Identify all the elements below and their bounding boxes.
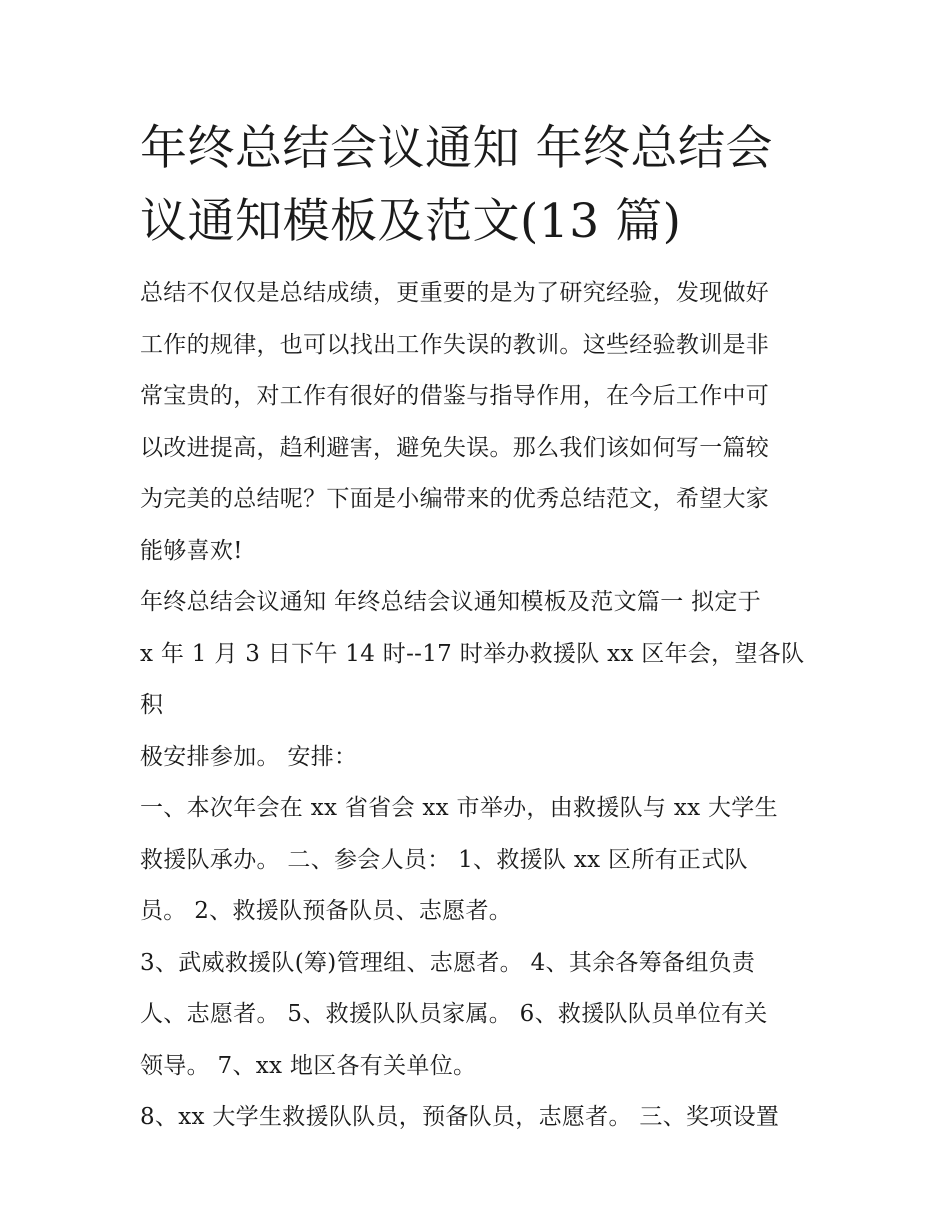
intro-paragraph	[140, 268, 815, 577]
text-line: 为完美的总结呢？下面是小编带来的优秀总结范文，希望大家	[140, 486, 770, 512]
text-line: 人、志愿者。 5、救援队队员家属。 6、救援队队员单位有关	[140, 1001, 768, 1027]
document-page	[140, 112, 815, 1144]
text-line: 救援队承办。 二、参会人员： 1、救援队 xx 区所有正式队	[140, 846, 748, 873]
text-line: 以改进提高，趋利避害，避免失误。那么我们该如何写一篇较	[140, 434, 770, 461]
text-line: 领导。 7、xx 地区各有关单位。	[140, 1052, 477, 1079]
text-line: 能够喜欢!	[140, 537, 243, 564]
text-line: 总结不仅仅是总结成绩，更重要的是为了研究经验，发现做好	[140, 280, 770, 306]
text-line: 3、武威救援队(筹)管理组、志愿者。 4、其余各筹备组负责	[140, 949, 756, 976]
text-line: 员。 2、救援队预备队员、志愿者。	[140, 898, 513, 924]
text-line: 工作的规律，也可以找出工作失误的教训。这些经验教训是非	[140, 331, 770, 358]
title-line: 年终总结会议通知 年终总结会	[140, 121, 773, 176]
title-line: 议通知模板及范文(13 篇)	[140, 194, 682, 249]
text-line: 常宝贵的，对工作有很好的借鉴与指导作用，在今后工作中可	[140, 383, 770, 409]
text-line: 年终总结会议通知 年终总结会议通知模板及范文篇一 拟定于	[140, 589, 762, 615]
text-line: x 年 1 月 3 日下午 14 时--17 时举办救援队 xx 区年会，望各队积	[140, 640, 805, 718]
attendees-paragraph	[140, 938, 815, 1093]
text-line: 一、本次年会在 xx 省省会 xx 市举办，由救援队与 xx 大学生	[140, 795, 778, 821]
text-line: 8、xx 大学生救援队队员，预备队员，志愿者。 三、奖项设置	[140, 1104, 780, 1130]
awards-paragraph	[140, 1092, 815, 1144]
text-line: 极安排参加。 安排：	[140, 743, 358, 770]
notice-paragraph	[140, 577, 815, 783]
document-title	[140, 112, 815, 258]
arrangement-paragraph	[140, 783, 815, 938]
